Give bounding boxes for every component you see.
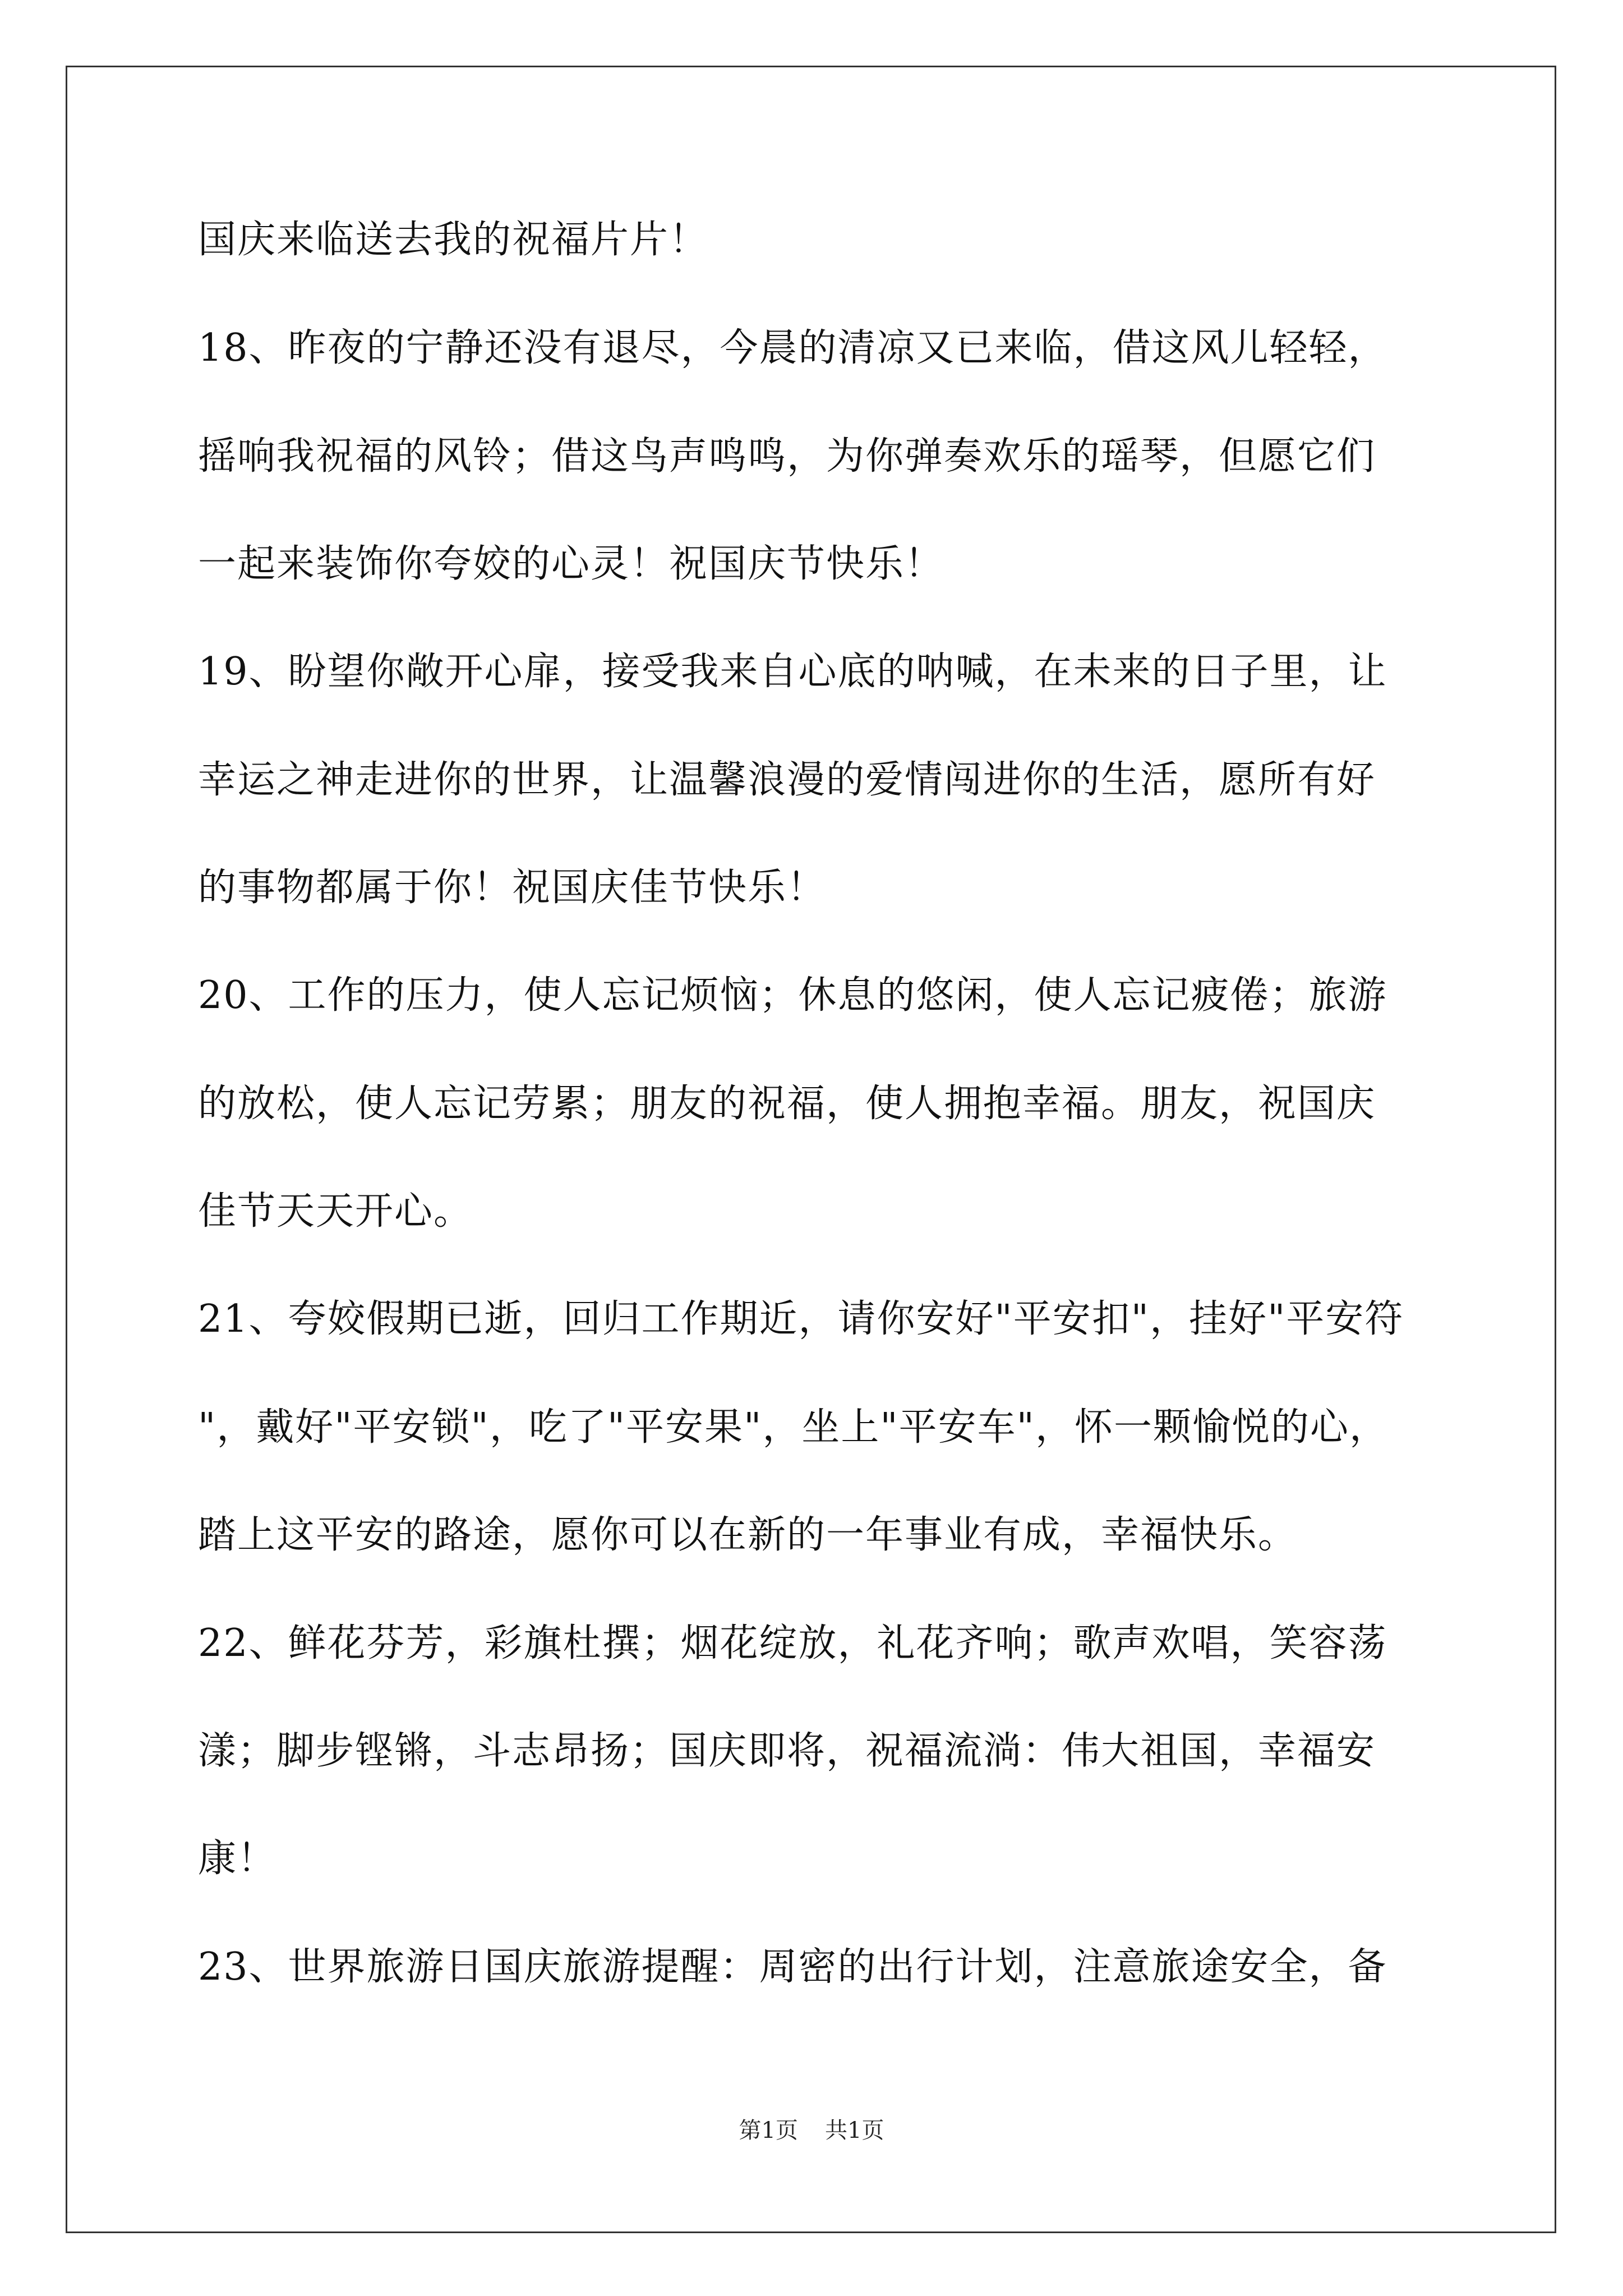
text-line: 佳节天天开心。	[198, 1189, 473, 1234]
text-line: 19、盼望你敞开心扉，接受我来自心底的呐喊，在未来的日子里，让	[198, 650, 1387, 694]
page-number: 第1页	[739, 2118, 798, 2143]
text-line: 康！	[198, 1837, 277, 1881]
text-line: 漾；脚步铿锵，斗志昂扬；国庆即将，祝福流淌：伟大祖国，幸福安	[198, 1729, 1376, 1773]
text-line: 22、鲜花芬芳，彩旗杜撰；烟花绽放，礼花齐响；歌声欢唱，笑容荡	[198, 1621, 1387, 1665]
text-line: "，戴好"平安锁"，吃了"平安果"，坐上"平安车"，怀一颗愉悦的心，	[198, 1405, 1389, 1450]
text-line: 摇响我祝福的风铃；借这鸟声鸣鸣，为你弹奏欢乐的瑶琴，但愿它们	[198, 434, 1376, 478]
text-line: 18、昨夜的宁静还没有退尽，今晨的清凉又已来临，借这风儿轻轻，	[198, 326, 1387, 370]
page-border	[66, 66, 1556, 2233]
page-total: 共1页	[825, 2118, 884, 2143]
text-line: 21、夸姣假期已逝，回归工作期近，请你安好"平安扣"，挂好"平安符	[198, 1297, 1404, 1341]
text-line: 踏上这平安的路途，愿你可以在新的一年事业有成，幸福快乐。	[198, 1513, 1298, 1557]
text-line: 23、世界旅游日国庆旅游提醒：周密的出行计划，注意旅途安全，备	[198, 1945, 1387, 1989]
text-line: 20、工作的压力，使人忘记烦恼；休息的悠闲，使人忘记疲倦；旅游	[198, 973, 1387, 1018]
page-footer	[0, 2116, 1623, 2145]
text-line: 一起来装饰你夸姣的心灵！祝国庆节快乐！	[198, 542, 944, 586]
text-line: 国庆来临送去我的祝福片片！	[198, 218, 709, 262]
text-line: 的放松，使人忘记劳累；朋友的祝福，使人拥抱幸福。朋友，祝国庆	[198, 1082, 1376, 1126]
text-line: 的事物都属于你！祝国庆佳节快乐！	[198, 866, 827, 910]
text-line: 幸运之神走进你的世界，让温馨浪漫的爱情闯进你的生活，愿所有好	[198, 758, 1376, 802]
